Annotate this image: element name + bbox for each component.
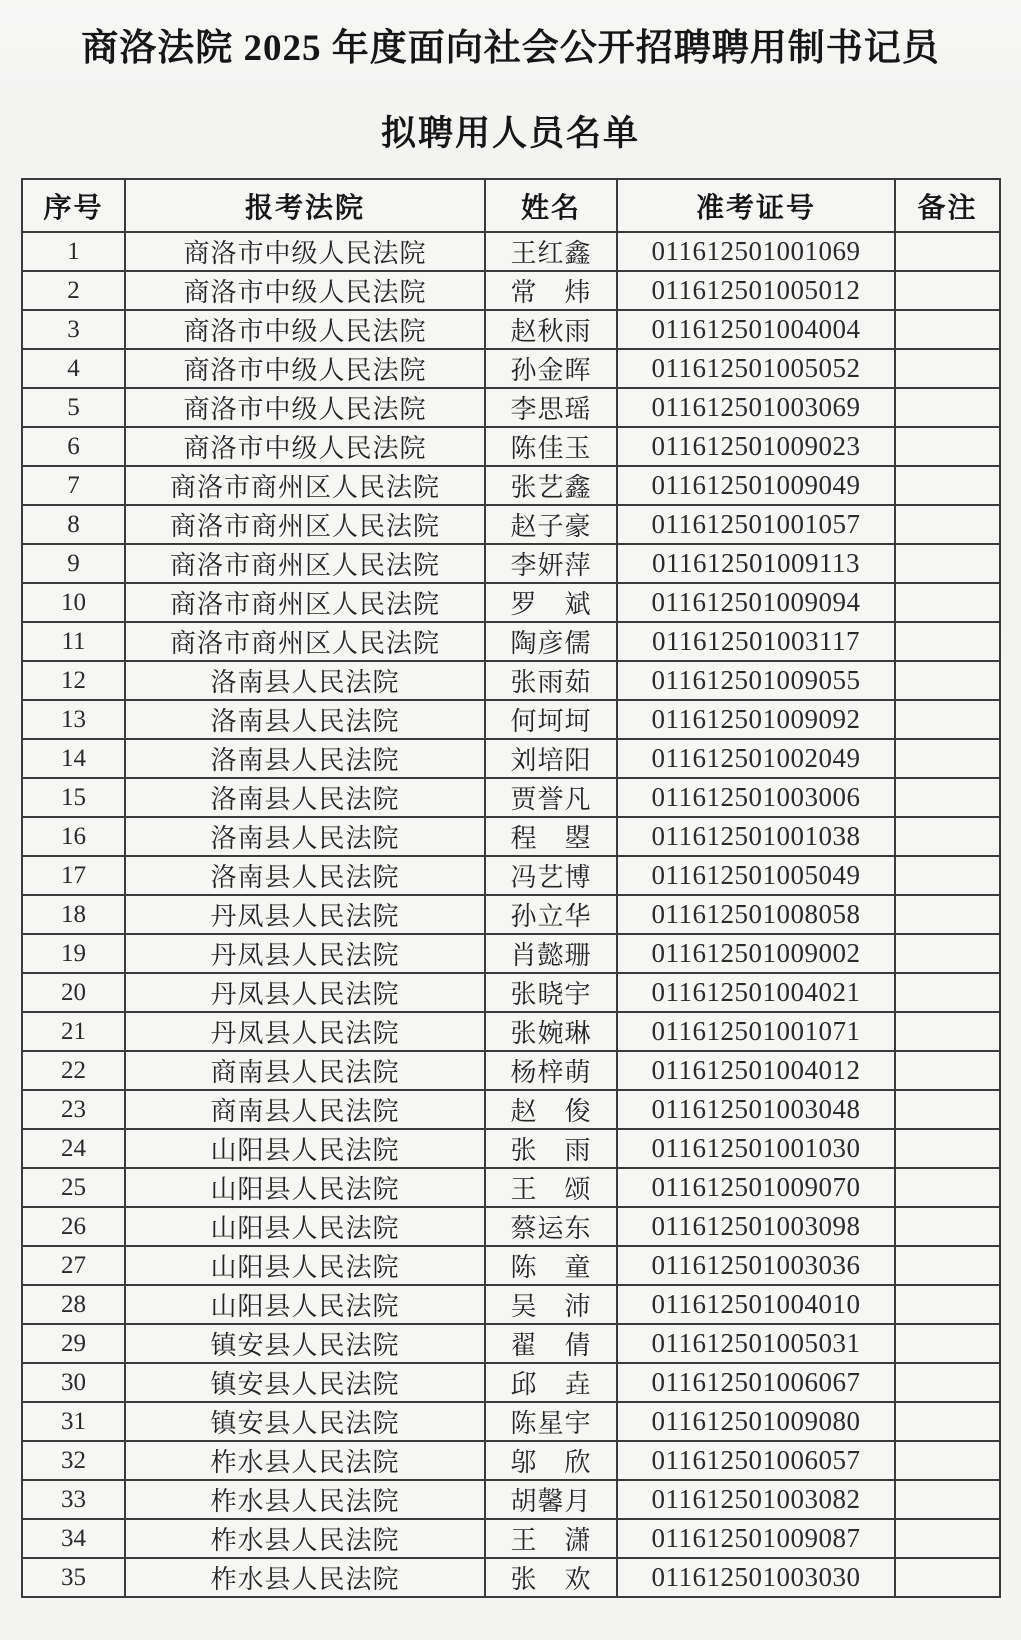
- cell-court: 丹凤县人民法院: [125, 934, 485, 973]
- table-row: [22, 1519, 1000, 1558]
- cell-court: 商洛市商州区人民法院: [125, 505, 485, 544]
- cell-remark: [895, 739, 1000, 778]
- cell-remark: [895, 622, 1000, 661]
- table-row: [22, 1558, 1000, 1597]
- cell-remark: [895, 388, 1000, 427]
- table-row: [22, 1012, 1000, 1051]
- table-row: [22, 505, 1000, 544]
- cell-no: 3: [22, 310, 125, 349]
- cell-name: 肖懿珊: [485, 934, 617, 973]
- cell-name: 杨梓萌: [485, 1051, 617, 1090]
- cell-exam-no: 011612501009092: [617, 700, 895, 739]
- cell-exam-no: 011612501009080: [617, 1402, 895, 1441]
- table-row: [22, 1441, 1000, 1480]
- cell-no: 11: [22, 622, 125, 661]
- cell-court: 洛南县人民法院: [125, 856, 485, 895]
- cell-court: 洛南县人民法院: [125, 661, 485, 700]
- table-row: [22, 817, 1000, 856]
- cell-no: 5: [22, 388, 125, 427]
- cell-no: 23: [22, 1090, 125, 1129]
- cell-court: 商洛市中级人民法院: [125, 271, 485, 310]
- table-row: [22, 349, 1000, 388]
- cell-remark: [895, 1051, 1000, 1090]
- cell-no: 15: [22, 778, 125, 817]
- cell-no: 35: [22, 1558, 125, 1597]
- cell-remark: [895, 583, 1000, 622]
- cell-remark: [895, 466, 1000, 505]
- cell-remark: [895, 349, 1000, 388]
- cell-name: 张 欢: [485, 1558, 617, 1597]
- cell-no: 26: [22, 1207, 125, 1246]
- table-row: [22, 856, 1000, 895]
- table-row: [22, 1246, 1000, 1285]
- cell-remark: [895, 232, 1000, 271]
- cell-exam-no: 011612501002049: [617, 739, 895, 778]
- cell-exam-no: 011612501009023: [617, 427, 895, 466]
- header-exam-number: 准考证号: [617, 179, 895, 232]
- cell-exam-no: 011612501006067: [617, 1363, 895, 1402]
- cell-no: 7: [22, 466, 125, 505]
- cell-remark: [895, 895, 1000, 934]
- cell-remark: [895, 544, 1000, 583]
- cell-no: 32: [22, 1441, 125, 1480]
- table-row: [22, 1285, 1000, 1324]
- cell-no: 6: [22, 427, 125, 466]
- cell-name: 王红鑫: [485, 232, 617, 271]
- cell-court: 洛南县人民法院: [125, 739, 485, 778]
- table-row: [22, 1324, 1000, 1363]
- table-row: [22, 232, 1000, 271]
- cell-no: 2: [22, 271, 125, 310]
- table-row: [22, 1363, 1000, 1402]
- cell-exam-no: 011612501003098: [617, 1207, 895, 1246]
- header-remarks: 备注: [895, 179, 1000, 232]
- cell-no: 20: [22, 973, 125, 1012]
- roster-table-container: [21, 178, 1000, 1598]
- cell-name: 张晓宇: [485, 973, 617, 1012]
- cell-remark: [895, 1558, 1000, 1597]
- header-serial-number: 序号: [22, 179, 125, 232]
- cell-remark: [895, 310, 1000, 349]
- table-row: [22, 388, 1000, 427]
- cell-name: 孙金晖: [485, 349, 617, 388]
- cell-exam-no: 011612501003069: [617, 388, 895, 427]
- cell-name: 刘培阳: [485, 739, 617, 778]
- cell-name: 赵秋雨: [485, 310, 617, 349]
- cell-court: 商南县人民法院: [125, 1090, 485, 1129]
- cell-no: 24: [22, 1129, 125, 1168]
- cell-exam-no: 011612501003082: [617, 1480, 895, 1519]
- cell-no: 25: [22, 1168, 125, 1207]
- cell-no: 29: [22, 1324, 125, 1363]
- cell-name: 张雨茹: [485, 661, 617, 700]
- table-row: [22, 778, 1000, 817]
- table-header-row: [22, 179, 1000, 232]
- cell-no: 31: [22, 1402, 125, 1441]
- cell-name: 陶彦儒: [485, 622, 617, 661]
- cell-name: 胡馨月: [485, 1480, 617, 1519]
- table-row: [22, 700, 1000, 739]
- cell-name: 赵 俊: [485, 1090, 617, 1129]
- cell-name: 张艺鑫: [485, 466, 617, 505]
- cell-court: 镇安县人民法院: [125, 1402, 485, 1441]
- cell-exam-no: 011612501003036: [617, 1246, 895, 1285]
- cell-exam-no: 011612501004004: [617, 310, 895, 349]
- cell-name: 赵子豪: [485, 505, 617, 544]
- cell-court: 镇安县人民法院: [125, 1363, 485, 1402]
- cell-no: 12: [22, 661, 125, 700]
- cell-remark: [895, 856, 1000, 895]
- cell-court: 商洛市商州区人民法院: [125, 466, 485, 505]
- table-row: [22, 1168, 1000, 1207]
- cell-name: 吴 沛: [485, 1285, 617, 1324]
- cell-exam-no: 011612501001038: [617, 817, 895, 856]
- cell-no: 22: [22, 1051, 125, 1090]
- cell-name: 程 曌: [485, 817, 617, 856]
- cell-exam-no: 011612501005031: [617, 1324, 895, 1363]
- cell-court: 丹凤县人民法院: [125, 1012, 485, 1051]
- cell-no: 33: [22, 1480, 125, 1519]
- cell-no: 16: [22, 817, 125, 856]
- cell-remark: [895, 1285, 1000, 1324]
- cell-exam-no: 011612501005049: [617, 856, 895, 895]
- cell-exam-no: 011612501009087: [617, 1519, 895, 1558]
- cell-remark: [895, 427, 1000, 466]
- table-row: [22, 973, 1000, 1012]
- cell-no: 4: [22, 349, 125, 388]
- table-row: [22, 1402, 1000, 1441]
- cell-exam-no: 011612501003048: [617, 1090, 895, 1129]
- cell-exam-no: 011612501009113: [617, 544, 895, 583]
- cell-no: 28: [22, 1285, 125, 1324]
- cell-name: 陈 童: [485, 1246, 617, 1285]
- table-row: [22, 310, 1000, 349]
- cell-no: 1: [22, 232, 125, 271]
- cell-remark: [895, 1129, 1000, 1168]
- document-subtitle: 拟聘用人员名单: [380, 114, 640, 154]
- cell-court: 商洛市中级人民法院: [125, 310, 485, 349]
- cell-remark: [895, 1402, 1000, 1441]
- cell-court: 山阳县人民法院: [125, 1285, 485, 1324]
- table-row: [22, 622, 1000, 661]
- cell-court: 商洛市中级人民法院: [125, 427, 485, 466]
- document-title: 商洛法院 2025 年度面向社会公开招聘聘用制书记员: [81, 28, 940, 69]
- cell-exam-no: 011612501001030: [617, 1129, 895, 1168]
- cell-exam-no: 011612501004012: [617, 1051, 895, 1090]
- cell-no: 21: [22, 1012, 125, 1051]
- cell-remark: [895, 271, 1000, 310]
- cell-remark: [895, 1363, 1000, 1402]
- cell-court: 山阳县人民法院: [125, 1207, 485, 1246]
- cell-remark: [895, 1480, 1000, 1519]
- roster-table: [21, 178, 1001, 1598]
- cell-court: 柞水县人民法院: [125, 1480, 485, 1519]
- cell-court: 丹凤县人民法院: [125, 973, 485, 1012]
- table-row: [22, 1207, 1000, 1246]
- cell-name: 孙立华: [485, 895, 617, 934]
- cell-remark: [895, 661, 1000, 700]
- cell-exam-no: 011612501001069: [617, 232, 895, 271]
- table-row: [22, 1129, 1000, 1168]
- cell-name: 张婉琳: [485, 1012, 617, 1051]
- cell-exam-no: 011612501008058: [617, 895, 895, 934]
- table-row: [22, 466, 1000, 505]
- table-row: [22, 661, 1000, 700]
- cell-name: 王 颂: [485, 1168, 617, 1207]
- cell-remark: [895, 1168, 1000, 1207]
- cell-court: 商洛市中级人民法院: [125, 232, 485, 271]
- cell-remark: [895, 1519, 1000, 1558]
- cell-name: 罗 斌: [485, 583, 617, 622]
- cell-name: 王 潇: [485, 1519, 617, 1558]
- table-row: [22, 271, 1000, 310]
- cell-name: 贾誉凡: [485, 778, 617, 817]
- cell-exam-no: 011612501006057: [617, 1441, 895, 1480]
- cell-name: 常 炜: [485, 271, 617, 310]
- cell-court: 商洛市中级人民法院: [125, 388, 485, 427]
- table-row: [22, 739, 1000, 778]
- cell-remark: [895, 778, 1000, 817]
- cell-name: 冯艺博: [485, 856, 617, 895]
- cell-name: 陈佳玉: [485, 427, 617, 466]
- cell-court: 商洛市中级人民法院: [125, 349, 485, 388]
- cell-exam-no: 011612501009070: [617, 1168, 895, 1207]
- cell-no: 14: [22, 739, 125, 778]
- cell-exam-no: 011612501004010: [617, 1285, 895, 1324]
- cell-court: 洛南县人民法院: [125, 778, 485, 817]
- cell-exam-no: 011612501009002: [617, 934, 895, 973]
- table-row: [22, 427, 1000, 466]
- cell-remark: [895, 934, 1000, 973]
- cell-exam-no: 011612501005052: [617, 349, 895, 388]
- cell-no: 8: [22, 505, 125, 544]
- cell-court: 洛南县人民法院: [125, 817, 485, 856]
- cell-court: 山阳县人民法院: [125, 1129, 485, 1168]
- cell-court: 洛南县人民法院: [125, 700, 485, 739]
- cell-exam-no: 011612501003030: [617, 1558, 895, 1597]
- cell-exam-no: 011612501004021: [617, 973, 895, 1012]
- cell-no: 30: [22, 1363, 125, 1402]
- cell-exam-no: 011612501009049: [617, 466, 895, 505]
- table-row: [22, 895, 1000, 934]
- cell-no: 13: [22, 700, 125, 739]
- cell-name: 邬 欣: [485, 1441, 617, 1480]
- cell-court: 丹凤县人民法院: [125, 895, 485, 934]
- cell-remark: [895, 1012, 1000, 1051]
- cell-name: 蔡运东: [485, 1207, 617, 1246]
- header-name: 姓名: [485, 179, 617, 232]
- table-body: [22, 232, 1000, 1597]
- cell-name: 翟 倩: [485, 1324, 617, 1363]
- table-row: [22, 934, 1000, 973]
- table-row: [22, 544, 1000, 583]
- cell-name: 李思瑶: [485, 388, 617, 427]
- cell-no: 10: [22, 583, 125, 622]
- cell-remark: [895, 1441, 1000, 1480]
- cell-name: 陈星宇: [485, 1402, 617, 1441]
- cell-exam-no: 011612501009055: [617, 661, 895, 700]
- cell-remark: [895, 817, 1000, 856]
- cell-court: 山阳县人民法院: [125, 1168, 485, 1207]
- cell-no: 17: [22, 856, 125, 895]
- cell-court: 柞水县人民法院: [125, 1441, 485, 1480]
- table-row: [22, 1090, 1000, 1129]
- cell-name: 李妍萍: [485, 544, 617, 583]
- cell-name: 邱 垚: [485, 1363, 617, 1402]
- cell-remark: [895, 1207, 1000, 1246]
- table-row: [22, 583, 1000, 622]
- table-row: [22, 1051, 1000, 1090]
- cell-remark: [895, 1246, 1000, 1285]
- cell-remark: [895, 973, 1000, 1012]
- cell-remark: [895, 700, 1000, 739]
- cell-name: 张 雨: [485, 1129, 617, 1168]
- table-row: [22, 1480, 1000, 1519]
- cell-remark: [895, 1324, 1000, 1363]
- cell-court: 山阳县人民法院: [125, 1246, 485, 1285]
- cell-court: 柞水县人民法院: [125, 1519, 485, 1558]
- cell-no: 27: [22, 1246, 125, 1285]
- cell-court: 柞水县人民法院: [125, 1558, 485, 1597]
- cell-no: 9: [22, 544, 125, 583]
- cell-no: 19: [22, 934, 125, 973]
- cell-court: 商洛市商州区人民法院: [125, 583, 485, 622]
- cell-remark: [895, 505, 1000, 544]
- cell-exam-no: 011612501005012: [617, 271, 895, 310]
- cell-court: 商南县人民法院: [125, 1051, 485, 1090]
- cell-exam-no: 011612501001071: [617, 1012, 895, 1051]
- header-court-applied: 报考法院: [125, 179, 485, 232]
- cell-no: 34: [22, 1519, 125, 1558]
- cell-exam-no: 011612501001057: [617, 505, 895, 544]
- cell-exam-no: 011612501003006: [617, 778, 895, 817]
- cell-court: 商洛市商州区人民法院: [125, 622, 485, 661]
- cell-remark: [895, 1090, 1000, 1129]
- cell-exam-no: 011612501003117: [617, 622, 895, 661]
- cell-exam-no: 011612501009094: [617, 583, 895, 622]
- cell-name: 何坷坷: [485, 700, 617, 739]
- cell-court: 镇安县人民法院: [125, 1324, 485, 1363]
- cell-no: 18: [22, 895, 125, 934]
- cell-court: 商洛市商州区人民法院: [125, 544, 485, 583]
